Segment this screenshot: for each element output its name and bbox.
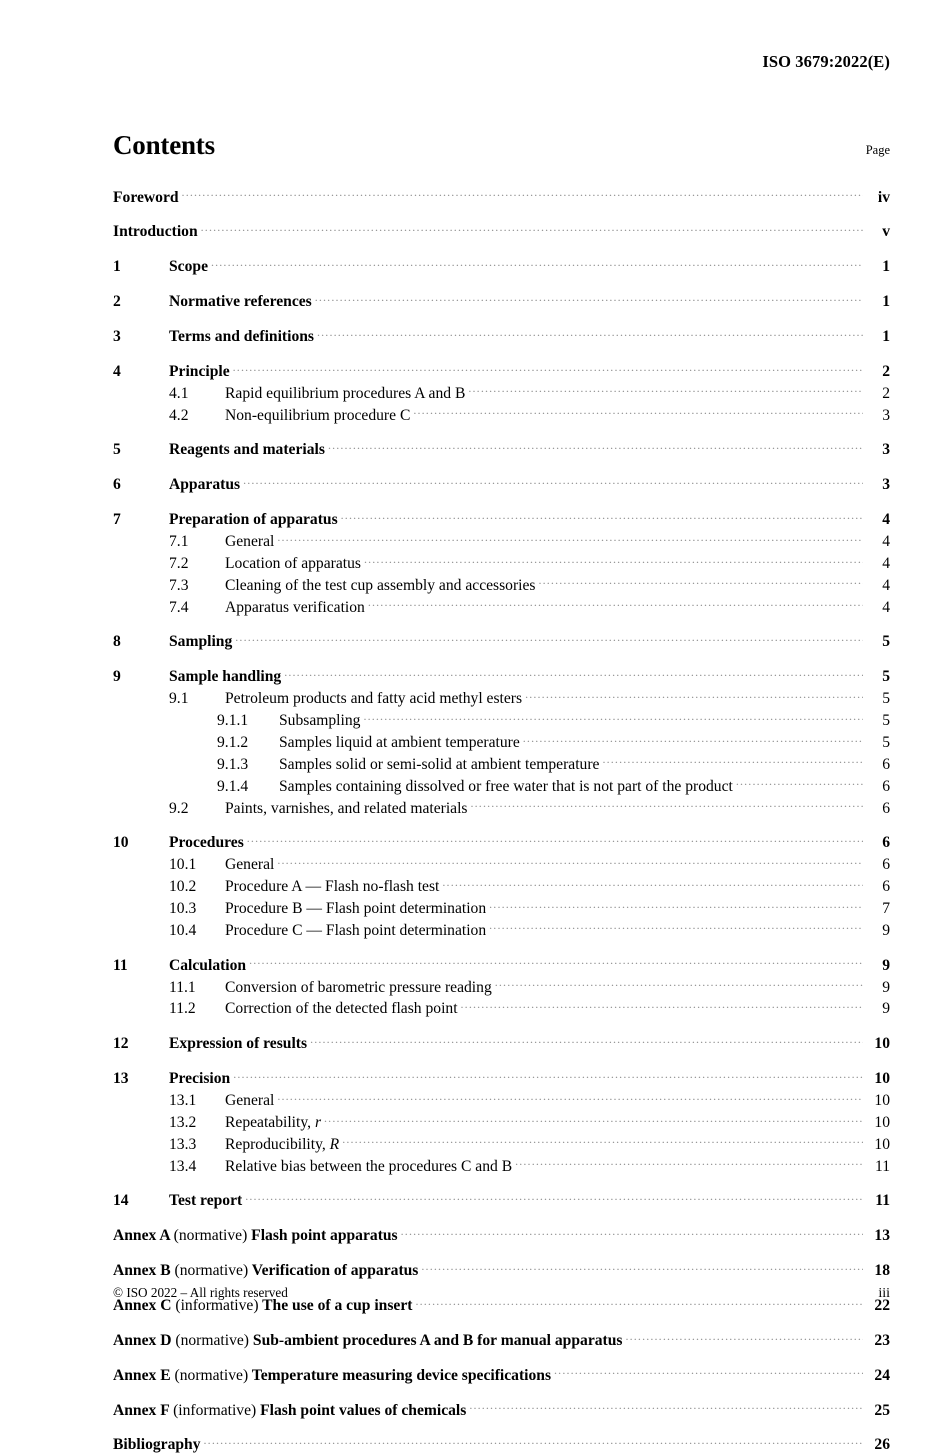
toc-entry-page-number: 6 bbox=[882, 755, 890, 773]
toc-entry-number: 9 bbox=[113, 668, 121, 686]
toc-entry-label: Sampling bbox=[169, 633, 233, 651]
toc-entry[interactable] bbox=[113, 875, 890, 897]
dot-leader bbox=[489, 919, 863, 935]
toc-entry-page-number: 22 bbox=[874, 1296, 890, 1314]
dot-leader bbox=[324, 1111, 863, 1127]
toc-entry-label bbox=[113, 1331, 624, 1351]
toc-entry-label: Procedures bbox=[169, 834, 244, 852]
toc-entry-label: Introduction bbox=[113, 223, 198, 241]
dot-leader bbox=[413, 404, 863, 420]
dot-leader bbox=[471, 797, 864, 813]
dot-leader bbox=[201, 221, 863, 237]
toc-entry-page-number: 3 bbox=[882, 476, 890, 494]
dot-leader bbox=[401, 1225, 863, 1241]
toc-entry[interactable] bbox=[113, 1399, 890, 1421]
toc-entry[interactable] bbox=[113, 360, 890, 382]
toc-entry-number: 4 bbox=[113, 362, 121, 380]
toc-entry-number: 13.2 bbox=[169, 1113, 197, 1131]
dot-leader bbox=[249, 954, 863, 970]
toc-entry[interactable] bbox=[113, 709, 890, 731]
toc-entry-number: 9.2 bbox=[169, 799, 189, 817]
toc-entry[interactable] bbox=[113, 596, 890, 618]
annex-designation: Annex C bbox=[113, 1296, 176, 1314]
annex-title: Temperature measuring device specifications bbox=[248, 1366, 552, 1384]
toc-entry[interactable] bbox=[113, 574, 890, 596]
dot-leader bbox=[211, 256, 863, 272]
toc-spacer bbox=[113, 496, 890, 509]
toc-entry-number: 7 bbox=[113, 511, 121, 529]
toc-entry-label: General bbox=[225, 856, 275, 874]
toc-entry[interactable] bbox=[113, 775, 890, 797]
toc-spacer bbox=[113, 278, 890, 291]
toc-entry-page-number: 18 bbox=[874, 1262, 890, 1280]
toc-entry[interactable] bbox=[113, 998, 890, 1020]
toc-entry-number: 7.4 bbox=[169, 598, 189, 616]
toc-entry-label: Foreword bbox=[113, 188, 179, 206]
toc-entry-page-number: 4 bbox=[882, 554, 890, 572]
toc-entry[interactable] bbox=[113, 731, 890, 753]
dot-leader bbox=[328, 439, 863, 455]
toc-spacer bbox=[113, 461, 890, 474]
toc-entry[interactable] bbox=[113, 1190, 890, 1212]
toc-entry-label: Test report bbox=[169, 1192, 243, 1210]
toc-entry-page-number: 9 bbox=[882, 978, 890, 996]
toc-entry-label: General bbox=[225, 533, 275, 551]
toc-entry-label: Apparatus verification bbox=[225, 598, 365, 616]
annex-title: Sub-ambient procedures A and B for manual apparatus bbox=[249, 1331, 623, 1349]
toc-entry-number: 9.1.3 bbox=[217, 755, 249, 773]
toc-spacer bbox=[113, 1386, 890, 1399]
toc-entry-label: Reagents and materials bbox=[169, 441, 325, 459]
toc-spacer bbox=[113, 1212, 890, 1225]
toc-entry-page-number: 1 bbox=[882, 293, 890, 311]
annex-title: The use of a cup insert bbox=[258, 1296, 413, 1314]
dot-leader bbox=[233, 360, 863, 376]
toc-entry-page-number: 9 bbox=[882, 921, 890, 939]
toc-entry-page-number: v bbox=[882, 223, 890, 241]
toc-entry-page-number: 6 bbox=[882, 834, 890, 852]
toc-entry-page-number: 13 bbox=[874, 1227, 890, 1245]
toc-entry-number: 8 bbox=[113, 633, 121, 651]
page-footer bbox=[113, 1285, 890, 1302]
toc-entry[interactable] bbox=[113, 256, 890, 278]
toc-entry-page-number: 4 bbox=[882, 576, 890, 594]
annex-title: Verification of apparatus bbox=[248, 1262, 419, 1280]
toc-entry-label: Conversion of barometric pressure reading bbox=[225, 978, 492, 996]
toc-entry-page-number: 10 bbox=[874, 1135, 890, 1153]
toc-entry[interactable] bbox=[113, 439, 890, 461]
page-column-header: Page bbox=[865, 143, 890, 157]
dot-leader bbox=[182, 186, 863, 202]
dot-leader bbox=[341, 509, 863, 525]
toc-spacer bbox=[113, 347, 890, 360]
dot-leader bbox=[317, 325, 863, 341]
table-of-contents bbox=[113, 186, 890, 1456]
toc-entry[interactable] bbox=[113, 530, 890, 552]
toc-entry[interactable] bbox=[113, 666, 890, 688]
toc-entry-page-number: 5 bbox=[882, 633, 890, 651]
toc-entry-page-number: 11 bbox=[875, 1192, 890, 1210]
dot-leader bbox=[625, 1329, 863, 1345]
toc-entry-page-number: 4 bbox=[882, 533, 890, 551]
dot-leader bbox=[554, 1364, 863, 1380]
toc-entry-page-number: iv bbox=[877, 188, 890, 206]
dot-leader bbox=[315, 291, 863, 307]
toc-entry-page-number: 10 bbox=[874, 1091, 890, 1109]
toc-entry[interactable] bbox=[113, 688, 890, 710]
toc-entry-label: Subsampling bbox=[279, 712, 361, 730]
annex-designation: Annex A bbox=[113, 1227, 174, 1245]
dot-leader bbox=[602, 753, 863, 769]
toc-entry-number: 7.3 bbox=[169, 576, 189, 594]
toc-entry-page-number: 6 bbox=[882, 799, 890, 817]
toc-entry-number: 11 bbox=[113, 956, 128, 974]
toc-entry-label bbox=[113, 1226, 400, 1246]
toc-entry[interactable] bbox=[113, 1434, 890, 1456]
toc-entry-label: Terms and definitions bbox=[169, 328, 314, 346]
toc-entry-label: Paints, varnishes, and related materials bbox=[225, 799, 468, 817]
toc-entry[interactable] bbox=[113, 1225, 890, 1247]
toc-entry-label: Sample handling bbox=[169, 668, 282, 686]
toc-entry-label bbox=[113, 1261, 420, 1281]
toc-label-symbol: r bbox=[314, 1113, 322, 1131]
toc-spacer bbox=[113, 1177, 890, 1190]
toc-spacer bbox=[113, 941, 890, 954]
toc-entry-page-number: 5 bbox=[882, 668, 890, 686]
toc-spacer bbox=[113, 208, 890, 221]
toc-entry[interactable] bbox=[113, 1260, 890, 1282]
toc-entry-number: 9.1 bbox=[169, 690, 189, 708]
toc-spacer bbox=[113, 1316, 890, 1329]
toc-entry[interactable] bbox=[113, 753, 890, 775]
toc-entry-page-number: 5 bbox=[882, 712, 890, 730]
toc-entry-label: Location of apparatus bbox=[225, 554, 361, 572]
toc-spacer bbox=[113, 819, 890, 832]
toc-entry-number: 10.3 bbox=[169, 899, 197, 917]
toc-entry-number: 7.2 bbox=[169, 554, 189, 572]
dot-leader bbox=[525, 688, 863, 704]
toc-entry-page-number: 3 bbox=[882, 441, 890, 459]
toc-entry-label: Petroleum products and fatty acid methyl esters bbox=[225, 690, 523, 708]
toc-entry-label: Principle bbox=[169, 362, 230, 380]
toc-entry-page-number: 7 bbox=[882, 899, 890, 917]
annex-title: Flash point apparatus bbox=[247, 1227, 398, 1245]
page-folio: iii bbox=[878, 1286, 890, 1301]
toc-entry-label: Calculation bbox=[169, 956, 247, 974]
dot-leader bbox=[277, 854, 863, 870]
dot-leader bbox=[442, 875, 863, 891]
toc-entry-number: 5 bbox=[113, 441, 121, 459]
toc-entry-page-number: 4 bbox=[882, 598, 890, 616]
toc-entry-number: 7.1 bbox=[169, 533, 189, 551]
toc-entry-number: 10 bbox=[113, 834, 129, 852]
dot-leader bbox=[368, 596, 863, 612]
toc-entry-page-number: 2 bbox=[882, 362, 890, 380]
dot-leader bbox=[277, 530, 863, 546]
toc-entry-number: 12 bbox=[113, 1035, 129, 1053]
dot-leader bbox=[233, 1068, 863, 1084]
dot-leader bbox=[310, 1033, 863, 1049]
dot-leader bbox=[235, 631, 863, 647]
toc-entry[interactable] bbox=[113, 976, 890, 998]
toc-entry-page-number: 9 bbox=[882, 1000, 890, 1018]
annex-normativity: (normative) bbox=[173, 1227, 248, 1245]
toc-entry-page-number: 6 bbox=[882, 878, 890, 896]
toc-entry-number: 9.1.1 bbox=[217, 712, 249, 730]
toc-entry[interactable] bbox=[113, 631, 890, 653]
toc-entry[interactable] bbox=[113, 1033, 890, 1055]
toc-entry[interactable] bbox=[113, 1133, 890, 1155]
toc-entry-label: Relative bias between the procedures C and B bbox=[225, 1157, 513, 1175]
toc-entry-page-number: 11 bbox=[874, 1157, 890, 1175]
toc-entry-number: 2 bbox=[113, 293, 121, 311]
page-title: Contents bbox=[113, 130, 215, 160]
toc-entry[interactable] bbox=[113, 325, 890, 347]
toc-entry[interactable] bbox=[113, 509, 890, 531]
toc-entry-number: 10.4 bbox=[169, 921, 197, 939]
toc-entry-number: 10.1 bbox=[169, 856, 197, 874]
toc-entry[interactable] bbox=[113, 1155, 890, 1177]
toc-entry[interactable] bbox=[113, 797, 890, 819]
dot-leader bbox=[468, 382, 863, 398]
toc-entry-number: 13.3 bbox=[169, 1135, 197, 1153]
toc-entry-label: Scope bbox=[169, 258, 208, 276]
dot-leader bbox=[495, 976, 863, 992]
toc-entry-number: 4.2 bbox=[169, 406, 189, 424]
toc-entry-page-number: 10 bbox=[874, 1035, 890, 1053]
annex-title: Flash point values of chemicals bbox=[256, 1401, 467, 1419]
toc-entry-label: Expression of results bbox=[169, 1035, 308, 1053]
toc-entry[interactable] bbox=[113, 1329, 890, 1351]
dot-leader bbox=[245, 1190, 863, 1206]
toc-entry-label bbox=[225, 1113, 323, 1133]
toc-entry-label: Procedure C — Flash point determination bbox=[225, 921, 487, 939]
toc-entry-label bbox=[113, 1366, 553, 1386]
dot-leader bbox=[243, 474, 863, 490]
toc-entry[interactable] bbox=[113, 1068, 890, 1090]
dot-leader bbox=[736, 775, 863, 791]
toc-entry-page-number: 24 bbox=[874, 1366, 890, 1384]
dot-leader bbox=[277, 1089, 863, 1105]
toc-entry-label: Samples containing dissolved or free water that is not part of the product bbox=[279, 777, 733, 795]
toc-entry[interactable] bbox=[113, 1364, 890, 1386]
toc-spacer bbox=[113, 618, 890, 631]
toc-entry-label: Samples solid or semi-solid at ambient temperature bbox=[279, 755, 600, 773]
toc-entry-label: Correction of the detected flash point bbox=[225, 1000, 458, 1018]
toc-entry-label: Cleaning of the test cup assembly and accessories bbox=[225, 576, 536, 594]
toc-entry-label: Preparation of apparatus bbox=[169, 511, 338, 529]
dot-leader bbox=[538, 574, 863, 590]
dot-leader bbox=[461, 998, 863, 1014]
toc-entry-label: Rapid equilibrium procedures A and B bbox=[225, 384, 466, 402]
toc-spacer bbox=[113, 426, 890, 439]
toc-entry-page-number: 26 bbox=[874, 1436, 890, 1454]
toc-spacer bbox=[113, 1351, 890, 1364]
toc-entry-page-number: 5 bbox=[882, 733, 890, 751]
annex-designation: Annex F bbox=[113, 1401, 174, 1419]
annex-normativity: (informative) bbox=[175, 1296, 259, 1314]
dot-leader bbox=[523, 731, 863, 747]
running-header-standard-ref: ISO 3679:2022(E) bbox=[762, 52, 890, 71]
annex-designation: Annex E bbox=[113, 1366, 175, 1384]
dot-leader bbox=[469, 1399, 863, 1415]
toc-entry-page-number: 6 bbox=[882, 777, 890, 795]
toc-entry-label: Samples liquid at ambient temperature bbox=[279, 733, 520, 751]
toc-entry[interactable] bbox=[113, 854, 890, 876]
toc-spacer bbox=[113, 1247, 890, 1260]
dot-leader bbox=[421, 1260, 863, 1276]
toc-entry-number: 4.1 bbox=[169, 384, 189, 402]
toc-entry-page-number: 9 bbox=[882, 956, 890, 974]
toc-label-symbol: R bbox=[329, 1135, 340, 1153]
toc-entry[interactable] bbox=[113, 552, 890, 574]
toc-entry-number: 1 bbox=[113, 258, 121, 276]
toc-entry-page-number: 3 bbox=[882, 406, 890, 424]
annex-normativity: (normative) bbox=[174, 1262, 249, 1280]
toc-entry-page-number: 5 bbox=[882, 690, 890, 708]
toc-spacer bbox=[113, 312, 890, 325]
dot-leader bbox=[515, 1155, 863, 1171]
toc-entry-label: Precision bbox=[169, 1070, 231, 1088]
toc-entry-label: Normative references bbox=[169, 293, 312, 311]
toc-entry[interactable] bbox=[113, 897, 890, 919]
dot-leader bbox=[364, 552, 863, 568]
toc-entry[interactable] bbox=[113, 1111, 890, 1133]
toc-entry-label bbox=[225, 1135, 341, 1155]
toc-entry[interactable] bbox=[113, 382, 890, 404]
copyright-notice: © ISO 2022 – All rights reserved bbox=[113, 1285, 288, 1300]
toc-entry-label: Procedure B — Flash point determination bbox=[225, 899, 487, 917]
toc-label-text: Repeatability, bbox=[225, 1113, 315, 1131]
toc-entry-label bbox=[113, 1401, 468, 1421]
toc-entry-page-number: 1 bbox=[882, 328, 890, 346]
toc-entry-page-number: 1 bbox=[882, 258, 890, 276]
dot-leader bbox=[284, 666, 863, 682]
toc-entry-page-number: 25 bbox=[874, 1401, 890, 1419]
toc-entry-page-number: 23 bbox=[874, 1331, 890, 1349]
toc-entry-label: Non-equilibrium procedure C bbox=[225, 406, 411, 424]
toc-entry[interactable] bbox=[113, 919, 890, 941]
toc-entry[interactable] bbox=[113, 1089, 890, 1111]
toc-entry-page-number: 10 bbox=[874, 1070, 890, 1088]
dot-leader bbox=[489, 897, 863, 913]
dot-leader bbox=[363, 709, 863, 725]
toc-spacer bbox=[113, 1020, 890, 1033]
contents-title-row bbox=[113, 130, 890, 161]
annex-normativity: (informative) bbox=[173, 1401, 257, 1419]
toc-entry-number: 14 bbox=[113, 1192, 129, 1210]
toc-entry-page-number: 6 bbox=[882, 856, 890, 874]
toc-spacer bbox=[113, 653, 890, 666]
toc-entry-label: Procedure A — Flash no-flash test bbox=[225, 878, 440, 896]
toc-entry-number: 13 bbox=[113, 1070, 129, 1088]
toc-entry-label: Bibliography bbox=[113, 1436, 201, 1454]
dot-leader bbox=[342, 1133, 863, 1149]
toc-entry[interactable] bbox=[113, 186, 890, 208]
toc-entry-number: 9.1.4 bbox=[217, 777, 249, 795]
toc-entry-number: 13.1 bbox=[169, 1091, 197, 1109]
toc-entry[interactable] bbox=[113, 474, 890, 496]
annex-normativity: (normative) bbox=[175, 1331, 249, 1349]
toc-entry-number: 6 bbox=[113, 476, 121, 494]
dot-leader bbox=[204, 1434, 863, 1450]
toc-label-text: Reproducibility, bbox=[225, 1135, 330, 1153]
toc-spacer bbox=[113, 1421, 890, 1434]
toc-entry-number: 11.2 bbox=[169, 1000, 196, 1018]
toc-entry[interactable] bbox=[113, 221, 890, 243]
annex-designation: Annex D bbox=[113, 1331, 176, 1349]
toc-entry[interactable] bbox=[113, 404, 890, 426]
toc-entry-number: 13.4 bbox=[169, 1157, 197, 1175]
toc-entry-page-number: 2 bbox=[882, 384, 890, 402]
toc-entry-number: 3 bbox=[113, 328, 121, 346]
toc-entry-label: Apparatus bbox=[169, 476, 241, 494]
toc-entry[interactable] bbox=[113, 954, 890, 976]
toc-entry[interactable] bbox=[113, 832, 890, 854]
toc-entry-label: General bbox=[225, 1091, 275, 1109]
toc-entry-number: 10.2 bbox=[169, 878, 197, 896]
toc-entry-number: 9.1.2 bbox=[217, 733, 249, 751]
toc-entry[interactable] bbox=[113, 291, 890, 313]
dot-leader bbox=[247, 832, 863, 848]
toc-spacer bbox=[113, 1055, 890, 1068]
toc-entry-page-number: 10 bbox=[874, 1113, 890, 1131]
annex-designation: Annex B bbox=[113, 1262, 175, 1280]
toc-spacer bbox=[113, 243, 890, 256]
toc-entry-page-number: 4 bbox=[882, 511, 890, 529]
toc-entry-number: 11.1 bbox=[169, 978, 196, 996]
annex-normativity: (normative) bbox=[174, 1366, 249, 1384]
